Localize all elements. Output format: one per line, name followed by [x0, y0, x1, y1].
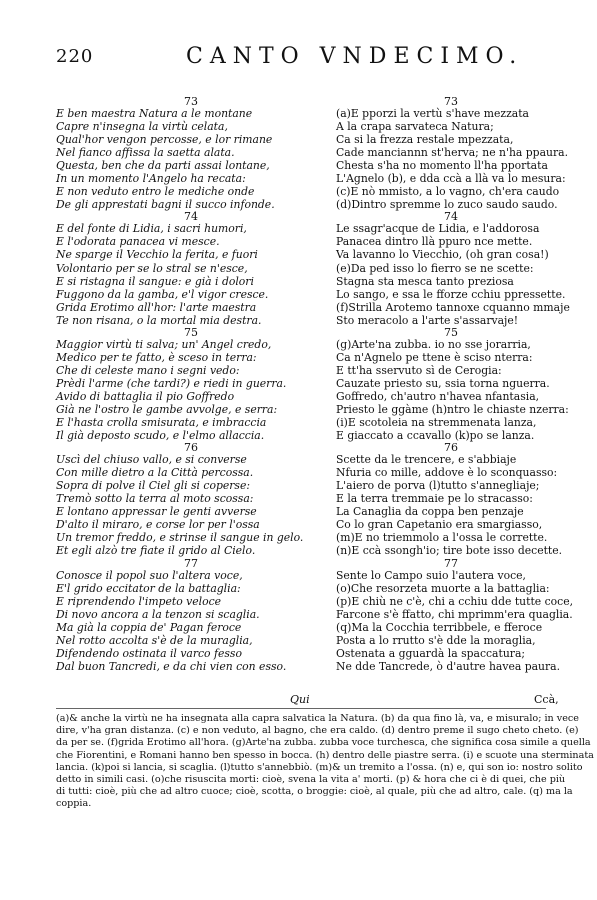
stanza: [56, 211, 326, 326]
verse-line: Posta a lo rrutto s'è dde la moraglia,: [336, 633, 536, 647]
verse-line: (d)Dintro spremme lo zuco saudo saudo.: [336, 198, 558, 212]
verse-line: Panacea dintro llà ppuro nce mette.: [336, 235, 533, 249]
verse-line: Ca n'Agnelo pe ttene è sciso nterra:: [336, 350, 533, 364]
footnote-line: di tutti: cioè, più che ad altro cuoce; cioè, scotta, o broggie: cioè, al quale, più che ad altro, cale. (q) ma la: [56, 786, 573, 798]
verse-line: (a)E pporzi la vertù s'have mezzata: [336, 107, 529, 120]
verse-line: Già ne l'ostro le gambe avvolge, e serra:: [56, 402, 278, 416]
verse-line: E la terra tremmaie pe lo stracasso:: [336, 492, 533, 506]
verse-line: E giaccato a ccavallo (k)po se lanza.: [336, 429, 535, 443]
verse-line: Tremò sotto la terra al moto scossa:: [56, 492, 254, 506]
verse-line: (c)E nò mmisto, a lo vagno, ch'era caudo: [336, 185, 560, 199]
verse-line: (i)E scotoleia na stremmenata lanza,: [336, 416, 537, 430]
verse-line: Ne sparge il Vecchio la ferita, e fuori: [56, 248, 258, 262]
stanza: [56, 96, 326, 211]
stanza-number: 74: [184, 210, 198, 224]
verse-line: E si ristagna il sangue: e già i dolori: [56, 274, 254, 288]
verse-line: E non veduto entro le mediche onde: [56, 185, 255, 199]
footnote-line: che Fiorentini, e Romani hanno ben spesso in bocca. (h) dentro delle piastre serra. (i) e scuote una sterminata: [56, 749, 594, 761]
verse-line: Chesta s'ha no momento ll'ha pportata: [336, 159, 548, 173]
verse-line: Difendendo ostinata il varco fesso: [56, 646, 242, 660]
verse-line: L'Agnelo (b), e dda ccà a llà va lo mesura:: [336, 172, 566, 186]
verse-line: Te non risana, o la mortal mia destra.: [56, 313, 262, 327]
verse-line: Grida Erotimo all'hor: l'arte maestra: [56, 300, 257, 314]
stanza: [56, 442, 326, 557]
verse-line: E l'hasta crolla smisurata, e imbraccia: [56, 416, 267, 430]
verse-line: Stagna sta mesca tanto preziosa: [336, 274, 514, 288]
footnote-line: coppia.: [56, 798, 92, 810]
stanza: [336, 442, 566, 557]
catchword-right: Ccà,: [534, 693, 559, 706]
verse-line: Ca si la frezza restale mpezzata,: [336, 133, 514, 147]
page-number: 220: [56, 46, 94, 67]
verse-line: Nel fianco affissa la saetta alata.: [56, 146, 235, 160]
verse-line: E l'odorata panacea vi mesce.: [56, 235, 220, 249]
verse-line: L'aiero de porva (l)tutto s'annegliaje;: [336, 479, 540, 493]
verse-line: Il già deposto scudo, e l'elmo allaccia.: [56, 429, 265, 443]
verse-line: Volontario per se lo stral se n'esce,: [56, 261, 248, 275]
stanza-number: 73: [184, 95, 198, 108]
verse-line: Sente lo Campo suio l'autera voce,: [336, 568, 526, 582]
verse-line: Maggior virtù ti salva; un' Angel credo,: [56, 337, 272, 351]
verse-line: Uscì del chiuso vallo, e si converse: [56, 453, 247, 467]
verse-line: Qual'hor vengon percosse, e lor rimane: [56, 133, 273, 147]
verse-line: (e)Da ped isso lo fierro se ne scette:: [336, 261, 534, 275]
verse-line: Nel rotto accolta s'è de la muraglia,: [56, 633, 253, 647]
verse-line: Ma già la coppia de' Pagan feroce: [56, 620, 242, 634]
verse-line: E'l grido eccitator de la battaglia:: [56, 581, 241, 595]
stanza-number: 73: [444, 95, 458, 108]
footnote-line: detto in simili casi. (o)che risuscita morti: cioè, svena la vita a' morti. (p) & hora che ci è di quei, che più: [56, 773, 566, 785]
verse-line: La Canaglia da coppa ben penzaje: [336, 505, 524, 519]
stanza-number: 75: [444, 325, 458, 339]
stanza: [336, 556, 574, 673]
verse-line: (p)E chiù ne c'è, chi a cchiu dde tutte coce,: [336, 594, 574, 608]
footnote-line: dire, v'ha gran distanza. (c) e non veduto, al bagno, che era caldo. (d) dentro preme il sugo cheto cheto. (e): [56, 725, 579, 737]
verse-line: Cauzate priesto su, ssia torna nguerra.: [336, 376, 550, 390]
footnote-separator: [56, 708, 546, 709]
verse-line: (m)E no triemmolo a l'ossa le corrette.: [336, 531, 548, 545]
verse-line: (q)Ma la Cocchia terribbele, e fferoce: [336, 620, 543, 634]
verse-line: (g)Arte'na zubba. io no sse jorarria,: [336, 337, 531, 351]
verse-line: Che di celeste mano i segni vedo:: [56, 363, 240, 377]
verse-line: Nfuria co mille, addove è lo sconquasso:: [336, 466, 558, 480]
running-title: CANTO VNDECIMO.: [186, 44, 524, 69]
verse-line: E riprendendo l'impeto veloce: [56, 594, 222, 608]
verse-line: Con mille dietro a la Città percossa.: [56, 466, 254, 480]
footnote-line: da per se. (f)grida Erotimo all'hora. (g)Arte'na zubba. zubba voce turchesca, che significa cosa simile a quella: [56, 737, 591, 749]
verse-line: Ne dde Tancrede, ò d'autre havea paura.: [336, 659, 561, 673]
verse-line: Di novo ancora a la tenzon si scaglia.: [56, 607, 260, 621]
verse-line: Lo sango, e ssa le fforze cchiu ppressette.: [336, 287, 566, 301]
verse-line: E lontano appressar le genti avverse: [56, 505, 257, 519]
verse-line: Medico per te fatto, è sceso in terra:: [56, 350, 257, 364]
stanza: [336, 210, 570, 327]
footnotes: [56, 713, 594, 811]
stanza-number: 77: [184, 556, 198, 570]
verse-line: Cade manciannn st'herva; ne n'ha ppaura.: [336, 146, 569, 160]
verse-line: Conosce il popol suo l'altera voce,: [56, 568, 243, 582]
verse-line: Capre n'insegna la virtù celata,: [56, 120, 228, 134]
stanza-number: 74: [444, 210, 458, 224]
verse-line: Un tremor freddo, e strinse il sangue in gelo.: [56, 531, 304, 545]
page-header: [56, 46, 526, 76]
italian-text-column: [56, 96, 326, 673]
stanza: [336, 95, 569, 212]
verse-line: Sopra di polve il Ciel gli si coperse:: [56, 479, 251, 493]
stanza-number: 76: [184, 441, 198, 455]
stanza-number: 77: [444, 556, 458, 570]
catchword-left: Qui: [290, 693, 310, 706]
stanza: [336, 325, 569, 443]
verse-line: (f)Strilla Arotemo tannoxe cquanno mmaje: [336, 300, 570, 314]
verse-line: Priesto le ggàme (h)ntro le chiaste nzerra:: [336, 402, 569, 416]
verse-line: Co lo gran Capetanio era smargiasso,: [336, 518, 543, 532]
verse-line: Et egli alzò tre fiate il grido al Cielo.: [56, 544, 256, 558]
stanza-number: 75: [184, 325, 198, 339]
verse-line: Va lavanno lo Viecchio, (oh gran cosa!): [336, 248, 549, 262]
stanza-number: 76: [444, 441, 458, 455]
verse-line: (n)E ccà ssongh'io; tire bote isso decette.: [336, 544, 563, 558]
stanza: [56, 327, 326, 442]
neapolitan-text-column: [336, 95, 574, 673]
verse-line: D'alto il miraro, e corse lor per l'ossa: [56, 518, 260, 532]
verse-line: Questa, ben che da parti assai lontane,: [56, 159, 270, 173]
verse-line: E ben maestra Natura a le montane: [56, 107, 253, 120]
verse-line: E tt'ha sservuto sì de Cerogia:: [336, 363, 502, 377]
verse-line: Avido di battaglia il pio Goffredo: [56, 389, 235, 403]
verse-line: Scette da le trencere, e s'abbiaje: [336, 453, 517, 467]
verse-line: (o)Che resorzeta muorte a la battaglia:: [336, 581, 550, 595]
verse-line: Fuggono da la gamba, e'l vigor cresce.: [56, 287, 269, 301]
verse-line: Farcone s'è ffatto, chi mprimm'era quaglia.: [336, 607, 573, 621]
verse-line: Goffredo, ch'autro n'havea nfantasia,: [336, 389, 540, 403]
verse-line: A la crapa sarvateca Natura;: [336, 120, 494, 134]
verse-line: Le ssagr'acque de Lidia, e l'addorosa: [336, 222, 540, 236]
verse-line: Dal buon Tancredi, e da chi vien con esso.: [56, 659, 287, 673]
stanza: [56, 558, 326, 673]
footnote-line: lancia. (k)poi si lancia, si scaglia. (l)tutto s'annebbiò. (m)& un tremito a l'ossa. (n) e, qui son io: nostro solito: [56, 761, 583, 773]
verse-line: E del fonte di Lidia, i sacri humori,: [56, 222, 247, 236]
verse-line: Prèdi l'arme (che tardi?) e riedi in guerra.: [56, 376, 287, 390]
footnote-line: (a)& anche la virtù ne ha insegnata alla capra salvatica la Natura. (b) da qua fino là, va, e misuralo; in vece: [56, 713, 579, 724]
verse-line: De gli apprestati bagni il succo infonde.: [56, 198, 275, 212]
verse-line: In un momento l'Angelo ha recata:: [56, 172, 246, 186]
verse-line: Ostenata a gguardà la spaccatura;: [336, 646, 526, 660]
verse-line: Sto meracolo a l'arte s'assarvaje!: [336, 313, 519, 327]
